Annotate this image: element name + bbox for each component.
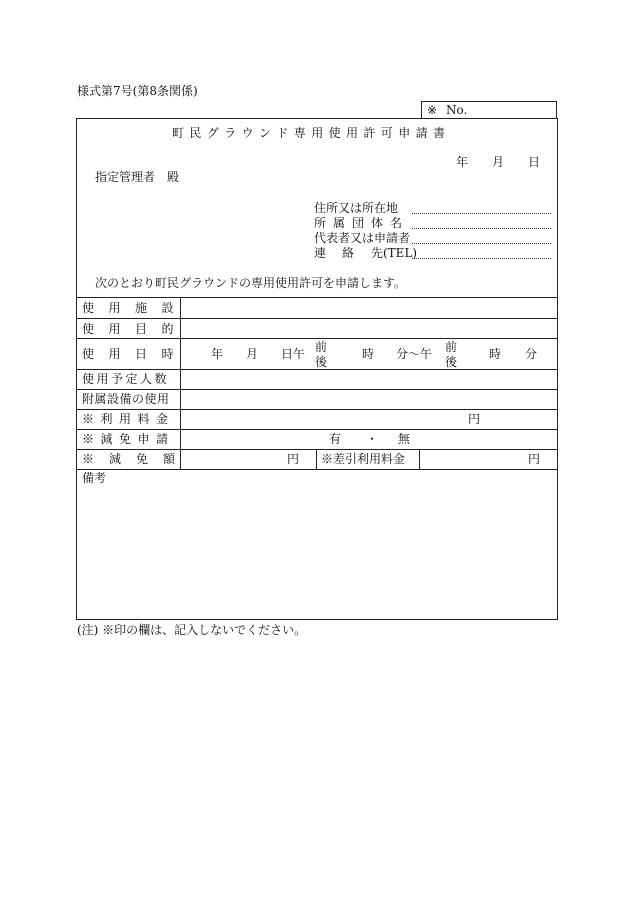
reduction-dot: ・ (366, 432, 379, 446)
datetime-day-am: 日午 (281, 347, 306, 361)
date-day: 日 (528, 155, 541, 169)
table-divider (76, 469, 558, 470)
contact-input-line[interactable] (412, 258, 551, 259)
organization-input-line[interactable] (412, 228, 551, 229)
representative-input-line[interactable] (412, 243, 551, 244)
table-divider (76, 449, 558, 450)
purpose-input[interactable] (181, 319, 557, 338)
row-label-planned-people: 使用予定人数 (82, 372, 170, 386)
reduction-amount-unit: 円 (287, 452, 300, 466)
from-min-to: 分〜午 (396, 347, 433, 361)
to-zen: 前 (445, 340, 458, 354)
address-input-line[interactable] (412, 213, 551, 214)
to-min: 分 (525, 347, 538, 361)
remarks-input[interactable] (77, 486, 557, 618)
addressee: 指定管理者 殿 (95, 170, 180, 184)
row-label-purpose: 使用目的 (82, 322, 189, 336)
row-label-reduction-amount: ※減免額 (82, 452, 191, 466)
to-go: 後 (445, 355, 458, 369)
datetime-year: 年 (211, 347, 224, 361)
receipt-number-box (421, 101, 557, 119)
contact-label-2: 絡 (342, 246, 355, 260)
reduction-no[interactable]: 無 (398, 432, 411, 446)
row-label-equipment: 附属設備の使用 (82, 392, 170, 406)
receipt-mark: ※ (427, 103, 438, 117)
date-year: 年 (456, 155, 469, 169)
row-label-datetime: 使用日時 (82, 347, 189, 361)
remarks-label: 備考 (82, 471, 107, 485)
address-label: 住所又は所在地 (314, 201, 399, 215)
row-label-reduction-request: ※減免申請 (82, 432, 175, 446)
table-divider (76, 429, 558, 430)
net-fee-unit: 円 (528, 452, 541, 466)
table-divider (76, 409, 558, 410)
representative-label: 代表者又は申請者 (314, 231, 411, 245)
request-sentence: 次のとおり町民グラウンドの専用使用許可を申請します。 (95, 276, 407, 290)
from-zen: 前 (315, 340, 328, 354)
form-code: 様式第7号(第8条関係) (77, 84, 198, 98)
date-month: 月 (492, 155, 505, 169)
receipt-no-label: No. (446, 103, 468, 117)
row-label-facility: 使用施設 (82, 301, 189, 315)
cell-divider (316, 449, 317, 469)
form-title: 町民グラウンド専用使用許可申請書 (172, 126, 451, 140)
table-divider (76, 338, 558, 339)
planned-people-input[interactable] (181, 370, 557, 389)
contact-label-3: 先(TEL) (371, 246, 418, 260)
organization-label: 所属団体名 (314, 216, 410, 230)
contact-label-1: 連 (314, 246, 327, 260)
footnote: (注) ※印の欄は、記入しないでください。 (77, 623, 307, 637)
from-hour: 時 (362, 347, 375, 361)
from-go: 後 (315, 355, 328, 369)
cell-divider (419, 449, 420, 469)
datetime-month: 月 (246, 347, 259, 361)
fee-unit: 円 (468, 412, 481, 426)
equipment-input[interactable] (181, 390, 557, 409)
net-fee-label: ※差引利用料金 (321, 452, 406, 466)
reduction-yes[interactable]: 有 (329, 432, 342, 446)
row-label-fee: ※利用料金 (82, 412, 175, 426)
to-hour: 時 (489, 347, 502, 361)
facility-input[interactable] (181, 298, 557, 318)
